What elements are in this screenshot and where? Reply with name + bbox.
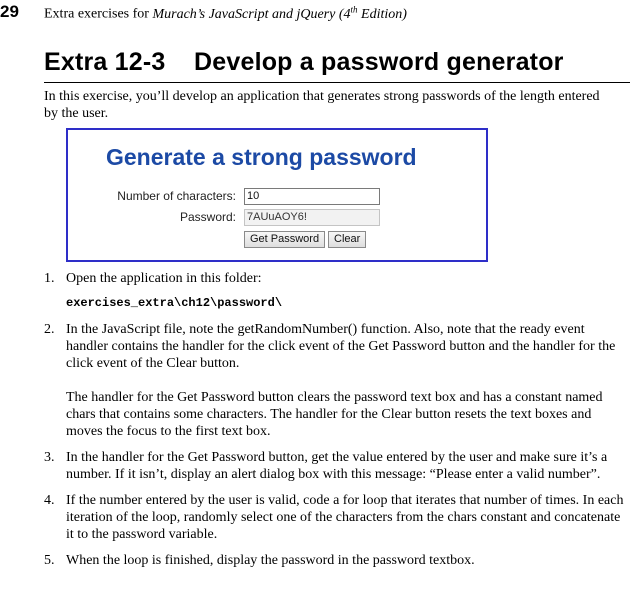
running-prefix: Extra exercises for	[44, 6, 153, 22]
step-number: 1.	[44, 271, 55, 286]
step-text: If the number entered by the user is valid, code a for loop that iterates that number of times. In each iteration of the loop, randomly select one of the characters from the chars constant and concatenate it to the password variable.	[66, 493, 624, 542]
num-chars-input[interactable]: 10	[244, 188, 380, 205]
app-heading: Generate a strong password	[106, 144, 417, 170]
step-number: 5.	[44, 553, 55, 568]
exercise-title	[44, 48, 630, 83]
exercise-number: Extra 12-3	[44, 48, 166, 76]
step-text: Open the application in this folder:	[66, 271, 262, 286]
step-item	[44, 449, 624, 483]
page-header	[0, 2, 630, 22]
page-number: 29	[0, 2, 19, 21]
steps-list	[44, 270, 624, 578]
step-item	[44, 492, 624, 543]
step-text: When the loop is finished, display the password in the password textbox.	[66, 553, 475, 568]
step-number: 3.	[44, 450, 55, 465]
password-input[interactable]: 7AUuAOY6!	[244, 209, 380, 226]
clear-button[interactable]: Clear	[328, 231, 366, 248]
intro-paragraph: In this exercise, you’ll develop an application that generates strong passwords of the length entered by the user.	[44, 89, 600, 121]
app-screenshot	[66, 128, 488, 262]
folder-path-code: exercises_extra\ch12\password\	[66, 296, 283, 310]
num-chars-label: Number of characters:	[117, 189, 236, 203]
step-item	[44, 552, 624, 569]
password-label: Password:	[179, 210, 236, 224]
step-text-extra: The handler for the Get Password button clears the password text box and has a constant named chars that contains some characters. The handler for the Clear button resets the text boxes and moves the focus to the first text box.	[66, 390, 603, 439]
get-password-button[interactable]: Get Password	[244, 231, 325, 248]
running-sup: th	[350, 4, 358, 14]
step-item	[44, 321, 624, 440]
step-number: 4.	[44, 493, 55, 508]
running-book: Murach’s JavaScript and jQuery (4th Edition)	[152, 4, 407, 22]
exercise-title-text: Develop a password generator	[194, 48, 564, 76]
step-number: 2.	[44, 322, 55, 337]
step-item	[44, 270, 624, 312]
running-title	[44, 4, 407, 23]
step-text: In the JavaScript file, note the getRandomNumber() function. Also, note that the ready event handler contains the handler for the click event of the Get Password button and the handler for the click event of the Clear button.	[66, 322, 616, 371]
step-text: In the handler for the Get Password button, get the value entered by the user and make sure it’s a number. If it isn’t, display an alert dialog box with this message: “Please enter a valid number”.	[66, 450, 608, 482]
